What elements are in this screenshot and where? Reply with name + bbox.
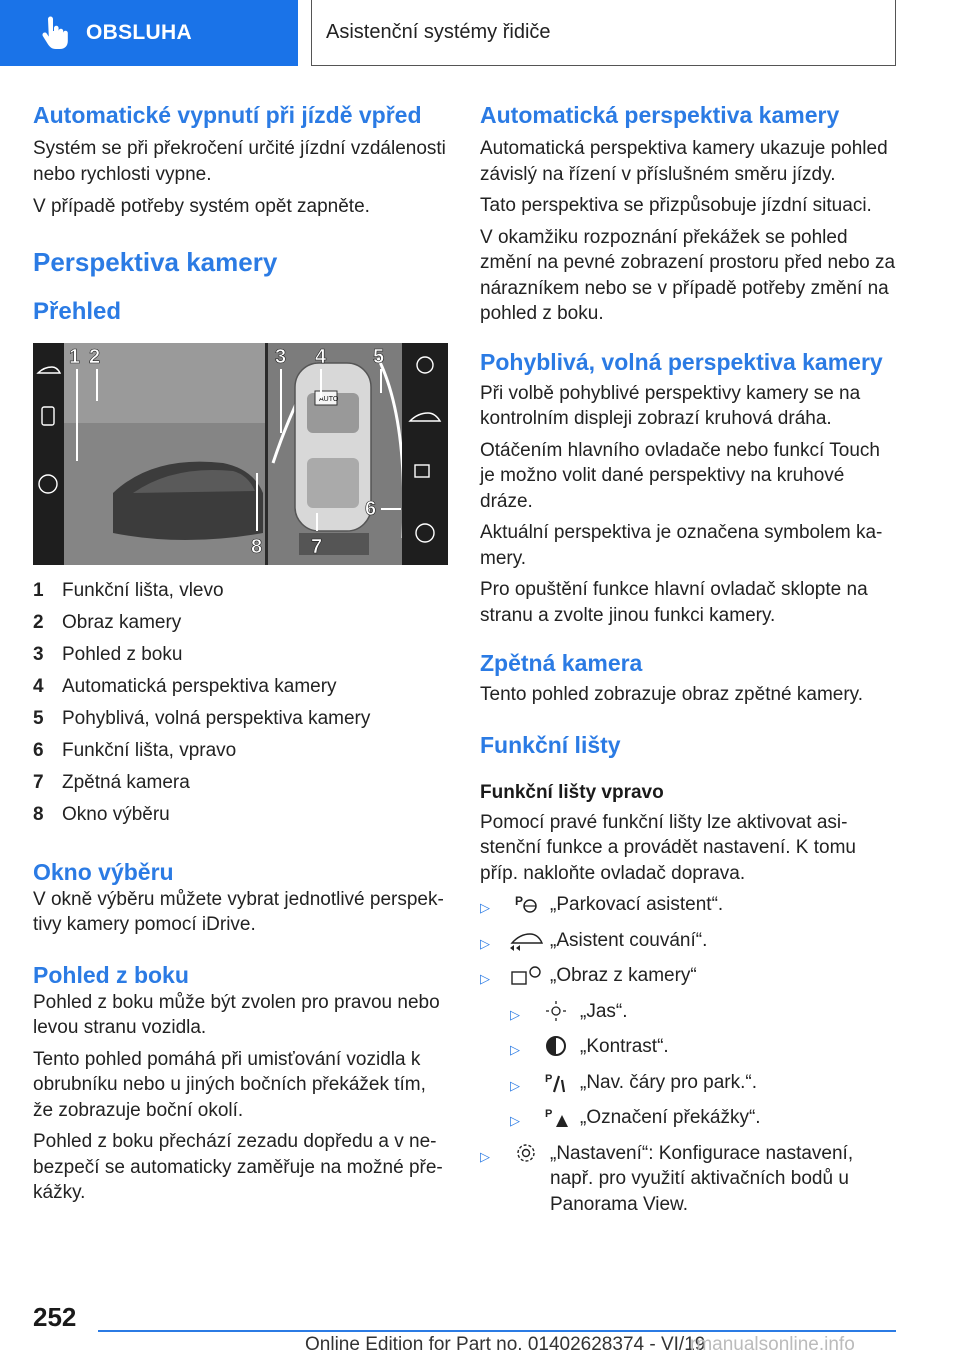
callout-2: 2	[89, 345, 101, 368]
page-header	[0, 0, 960, 66]
legend-item: 1 Funkční lišta, vlevo	[33, 579, 224, 601]
function-bar-list	[480, 892, 898, 1217]
list-item: ▷ „Asistent couvání“.	[480, 928, 898, 957]
list-item: ▷ „Obraz z kamery“	[480, 963, 898, 992]
reversing-assistant-icon	[508, 928, 544, 952]
list-item: ▷ „Kontrast“.	[480, 1034, 898, 1063]
auto-perspective-heading: Automatická perspektiva kamery	[480, 102, 840, 128]
list-item: ▷ P „Parkovací asistent“.	[480, 892, 898, 921]
hand-pointer-icon	[36, 15, 72, 51]
function-bars-right-heading: Funkční lišty vpravo	[480, 781, 664, 803]
settings-icon	[508, 1141, 544, 1165]
select-window-text: V okně výběru můžete vybrat jednotlivé perspek- tivy kamery pomocí iDrive.	[33, 888, 444, 935]
section-tab	[0, 0, 298, 66]
auto-perspective-text-2: Tato perspektiva se přizpůsobuje jízdní situaci.	[480, 195, 872, 216]
list-item: ▷ P „Označení překážky“.	[480, 1105, 898, 1134]
svg-text:P: P	[515, 894, 524, 908]
edition-text: Online Edition for Part no. 01402628374 - VI/19	[305, 1334, 706, 1355]
figure-auto-label: AUTO	[319, 395, 339, 403]
parking-assistant-icon	[508, 892, 544, 916]
bullet-triangle-icon: ▷	[480, 935, 490, 951]
free-perspective-heading: Pohyblivá, volná perspektiva kamery	[480, 348, 883, 375]
function-bars-text: Pomocí pravé funkční lišty lze aktivovat asi- stenční funkce a provádět nastavení. K tomu příp. nakloňte ovladač doprava.	[480, 811, 857, 884]
camera-perspective-heading: Perspektiva kamery	[33, 246, 278, 277]
bullet-triangle-icon: ▷	[480, 1148, 490, 1164]
footer-rule	[98, 1330, 896, 1332]
callout-8: 8	[251, 535, 263, 558]
rear-camera-text: Tento pohled zobrazuje obraz zpětné kamery.	[480, 684, 864, 705]
chapter-title: Asistenční systémy řidiče	[311, 0, 896, 66]
callout-4: 4	[315, 345, 327, 368]
auto-off-heading: Automatické vypnutí při jízdě vpřed	[33, 102, 422, 128]
auto-off-text-1: Systém se při překročení určité jízdní vzdálenosti nebo rychlosti vypne.	[33, 138, 446, 185]
bullet-triangle-icon: ▷	[510, 1006, 520, 1022]
free-perspective-text-4: Pro opuštění funkce hlavní ovladač sklopte na stranu a zvolte jinou funkci kamery.	[480, 579, 868, 626]
callout-1: 1	[69, 345, 81, 368]
side-view-text-2: Tento pohled pomáhá při umisťování vozidla k obrubníku nebo u jiných bočních překážek tím, že zobrazuje boční okolí.	[33, 1048, 426, 1121]
free-perspective-text-1: Při volbě pohyblivé perspektivy kamery se na kontrolním displeji zobrazí kruhová dráha.	[480, 382, 861, 429]
svg-text:P: P	[545, 1072, 553, 1085]
auto-off-text-2: V případě potřeby systém opět zapněte.	[33, 196, 370, 217]
bullet-triangle-icon: ▷	[510, 1077, 520, 1093]
svg-text:P: P	[545, 1108, 553, 1120]
side-view-heading: Pohled z boku	[33, 961, 189, 988]
callout-7: 7	[311, 535, 323, 558]
page-footer	[0, 1290, 960, 1362]
legend-item: 3 Pohled z boku	[33, 643, 183, 665]
select-window-heading: Okno výběru	[33, 858, 174, 885]
legend-item: 8 Okno výběru	[33, 803, 170, 825]
legend-item: 6 Funkční lišta, vpravo	[33, 739, 237, 761]
page-number: 252	[33, 1302, 77, 1332]
rear-camera-heading: Zpětná kamera	[480, 650, 643, 676]
callout-6: 6	[365, 497, 377, 520]
bullet-triangle-icon: ▷	[510, 1113, 520, 1128]
auto-perspective-text-1: Automatická perspektiva kamery ukazuje pohled závislý na řízení v příslušném směru jízdy.	[480, 138, 888, 185]
right-column	[480, 100, 898, 1217]
obstacle-marking-icon	[538, 1105, 574, 1129]
legend-item: 5 Pohyblivá, volná perspektiva kamery	[33, 707, 371, 729]
brightness-icon	[538, 999, 574, 1023]
callout-5: 5	[373, 345, 385, 368]
left-column	[33, 100, 448, 1206]
camera-display-illustration	[33, 343, 448, 565]
free-perspective-text-3: Aktuální perspektiva je označena symbolem ka- mery.	[480, 522, 883, 569]
watermark-text: rmanualsonline.info	[690, 1334, 855, 1355]
list-item: ▷ „Jas“.	[480, 999, 898, 1028]
bullet-triangle-icon: ▷	[510, 1042, 520, 1057]
legend-item: 4 Automatická perspektiva kamery	[33, 675, 337, 697]
side-view-text-3: Pohled z boku přechází zezadu dopředu a v ne- bezpečí se automaticky zaměřuje na možné pře- kážky.	[33, 1131, 443, 1203]
legend-item: 7 Zpětná kamera	[33, 771, 190, 793]
side-view-text-1: Pohled z boku může být zvolen pro pravou nebo levou stranu vozidla.	[33, 991, 440, 1038]
auto-perspective-text-3: V okamžiku rozpoznání překážek se pohled změní na pevné zobrazení prostoru před nebo za nárazníkem nebo se v případě potřeby změní na pohled z boku.	[480, 226, 896, 324]
parking-lines-icon	[538, 1070, 574, 1094]
list-item: ▷ „Nastavení“: Konfigurace nastavení, např. pro využití aktivačních bodů u Panorama View.	[480, 1142, 854, 1215]
legend-item: 2 Obraz kamery	[33, 611, 182, 633]
bullet-triangle-icon: ▷	[480, 971, 490, 986]
function-bars-heading: Funkční lišty	[480, 731, 621, 758]
camera-display-figure	[33, 343, 448, 565]
overview-heading: Přehled	[33, 297, 122, 325]
section-tab-label: OBSLUHA	[86, 21, 192, 44]
figure-legend	[33, 575, 448, 831]
contrast-icon	[538, 1034, 574, 1058]
camera-image-icon	[508, 963, 544, 987]
list-item: ▷ P „Nav. čáry pro park.“.	[480, 1070, 898, 1099]
bullet-triangle-icon: ▷	[480, 900, 490, 915]
callout-3: 3	[275, 345, 287, 368]
free-perspective-text-2: Otáčením hlavního ovladače nebo funkcí Touch je možno volit dané perspektivy na kruhové dráze.	[480, 439, 880, 512]
